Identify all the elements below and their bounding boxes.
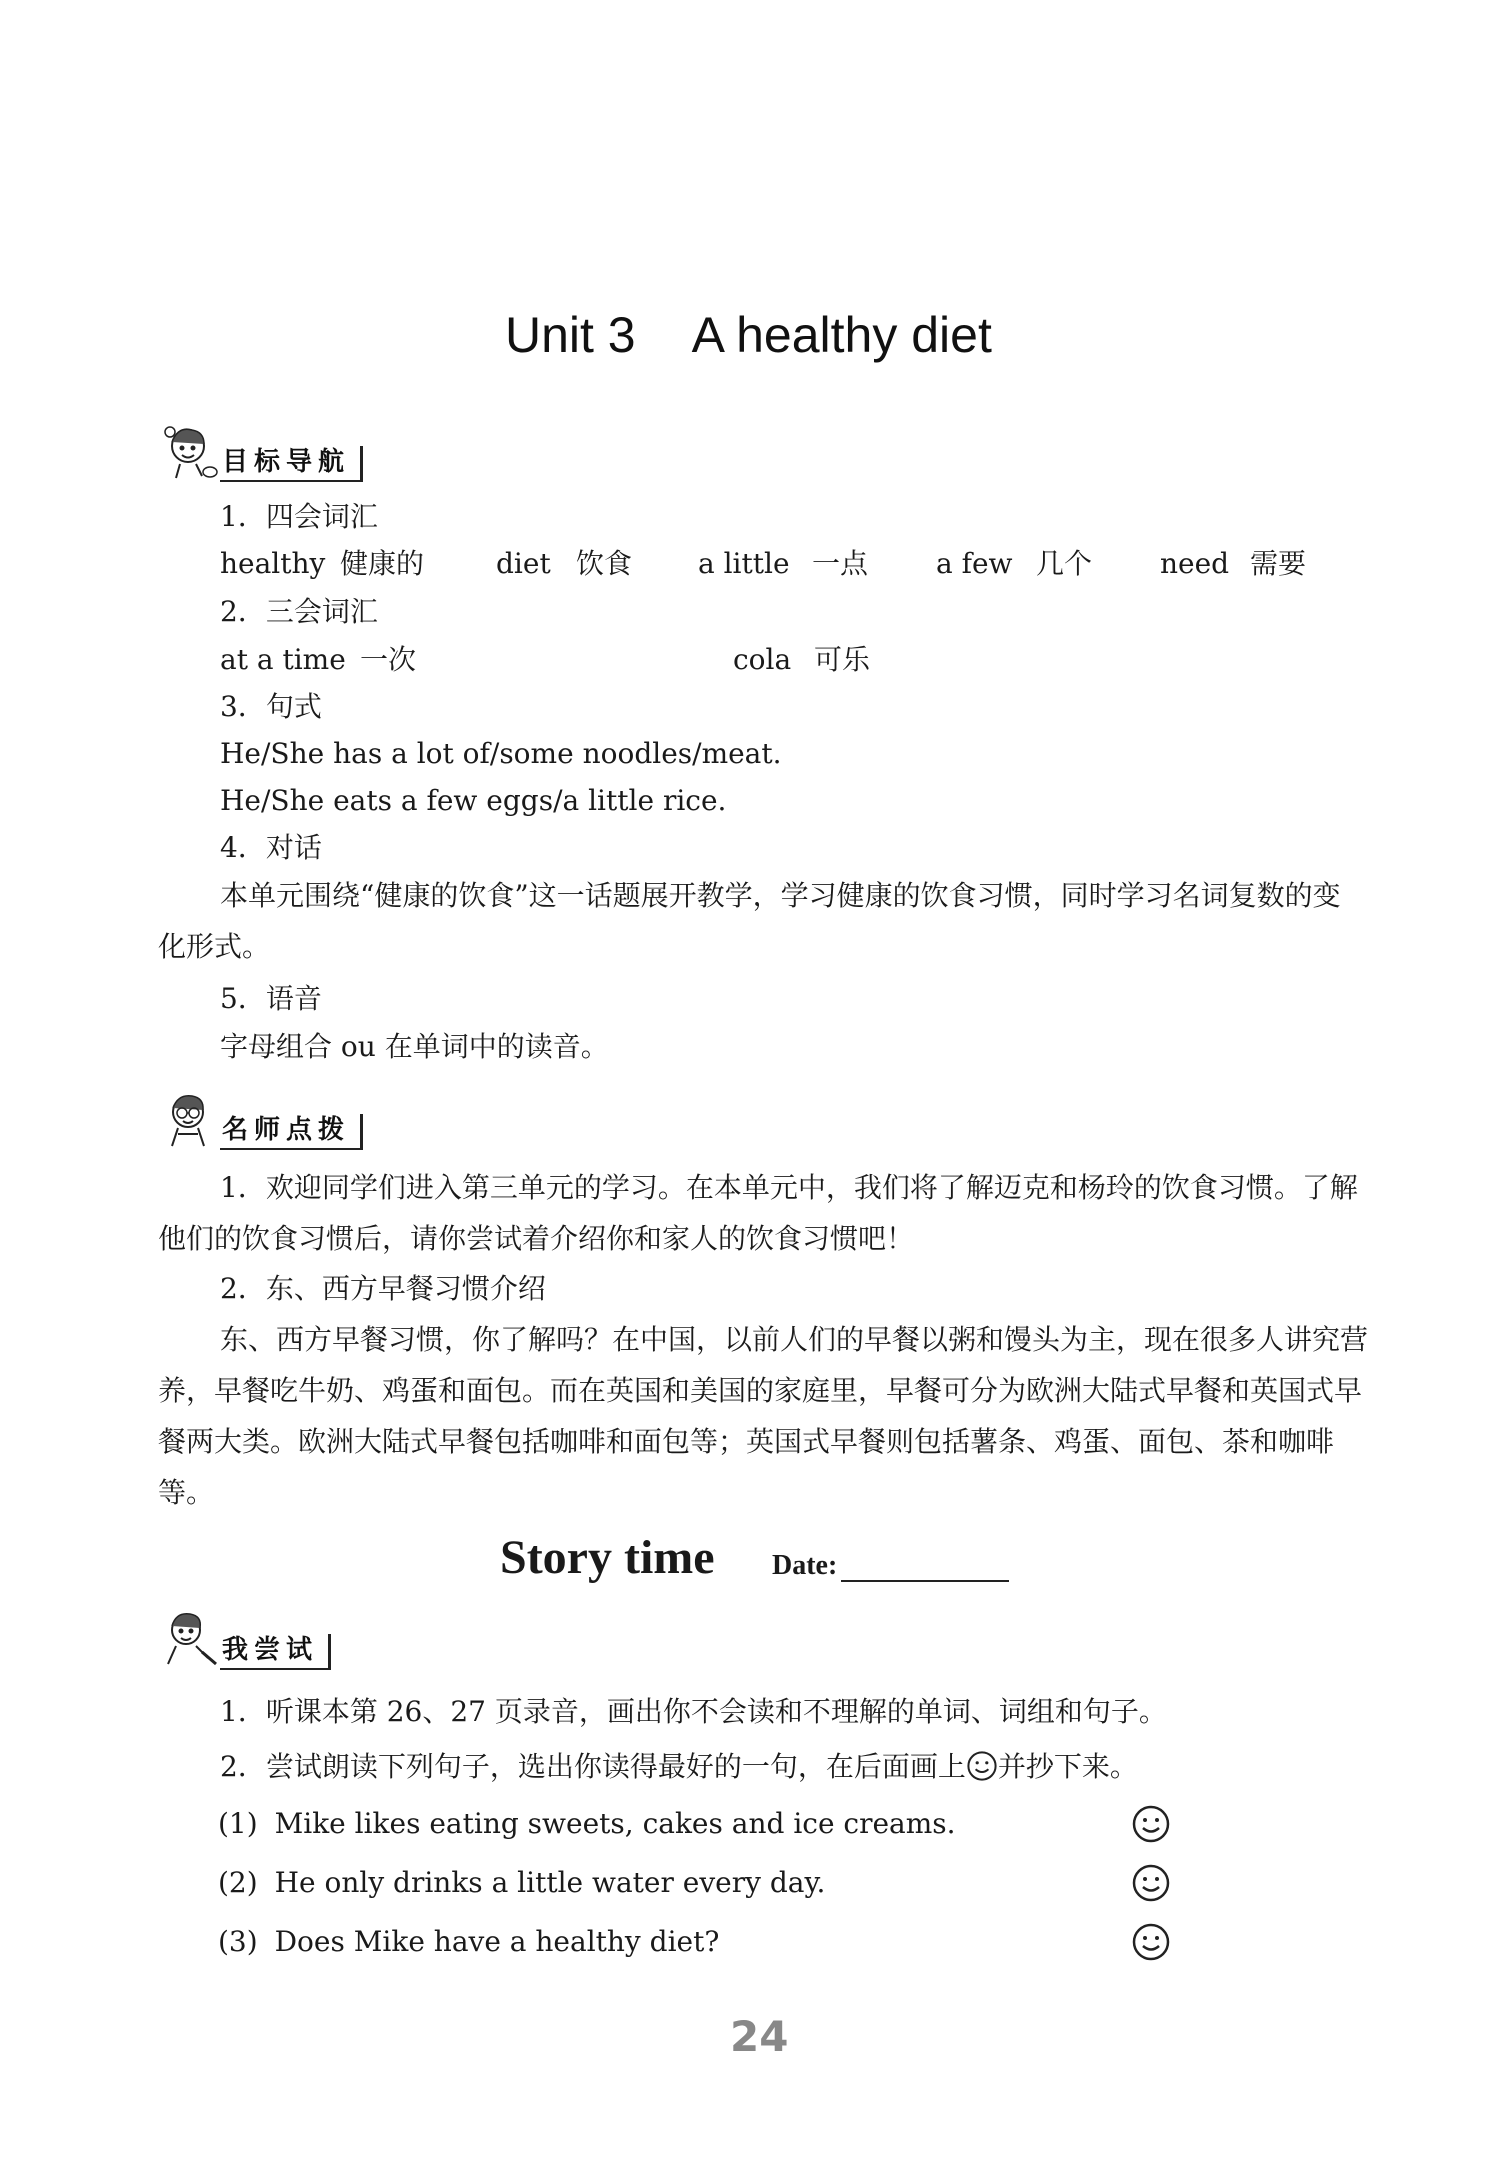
smiley-icon[interactable] xyxy=(1131,1922,1171,1962)
vocab-cn: 一次 xyxy=(360,643,417,676)
vocab-cn: 饮食 xyxy=(576,547,633,580)
vocab-cn: 一点 xyxy=(812,547,869,580)
goals-heading-1: 1．四会词汇 xyxy=(220,500,378,533)
sentence-item-1 xyxy=(218,1807,956,1841)
tips-heading-2: 2．东、西方早餐习惯介绍 xyxy=(220,1272,546,1305)
goals-heading-4: 4．对话 xyxy=(220,831,322,864)
mascot-teacher-icon xyxy=(158,1088,220,1150)
try-task-1: 1．听课本第 26、27 页录音，画出你不会读和不理解的单词、词组和句子。 xyxy=(220,1695,1167,1728)
story-time-title: Story time xyxy=(500,1531,715,1584)
mascot-girl-icon xyxy=(158,420,220,482)
vocab-en: cola xyxy=(733,643,792,676)
sentence-item-3 xyxy=(218,1925,719,1959)
tips-paragraph-1: 1．欢迎同学们进入第三单元的学习。在本单元中，我们将了解迈克和杨玲的饮食习惯。了解他们的饮食习惯后，请你尝试着介绍你和家人的饮食习惯吧！ xyxy=(158,1171,1358,1255)
date-blank-line[interactable] xyxy=(841,1556,1009,1582)
mascot-writing-icon xyxy=(158,1608,220,1670)
try-task-2-text-end: 并抄下来。 xyxy=(997,1750,1138,1783)
sentence-pattern: He/She has a lot of/some noodles/meat. xyxy=(220,737,782,770)
vocab-en: a little xyxy=(698,547,790,580)
sentence-item-2 xyxy=(218,1866,825,1900)
vocab-cn: 几个 xyxy=(1036,547,1093,580)
vocab-en: a few xyxy=(936,547,1013,580)
smiley-icon xyxy=(966,1750,998,1782)
unit-number: Unit 3 xyxy=(505,307,636,363)
vocab-cn: 健康的 xyxy=(340,547,425,580)
unit-title xyxy=(505,306,992,364)
dialogue-paragraph: 本单元围绕“健康的饮食”这一话题展开教学，学习健康的饮食习惯，同时学习名词复数的变化形式。 xyxy=(158,879,1341,963)
vocab-cn: 需要 xyxy=(1250,547,1307,580)
section-header-tips xyxy=(158,1088,363,1150)
item-text: He only drinks a little water every day. xyxy=(274,1866,826,1899)
item-text: Does Mike have a healthy diet? xyxy=(274,1925,720,1958)
section-label-try: 我尝试 xyxy=(220,1634,331,1671)
section-header-try xyxy=(158,1608,331,1670)
item-number: (3) xyxy=(218,1925,258,1958)
goals-heading-5: 5．语音 xyxy=(220,982,322,1015)
goals-heading-3: 3．句式 xyxy=(220,690,322,723)
section-label-goals: 目标导航 xyxy=(220,446,363,483)
goals-heading-2: 2．三会词汇 xyxy=(220,595,378,628)
smiley-icon[interactable] xyxy=(1131,1804,1171,1844)
vocab-en: healthy xyxy=(220,547,326,580)
vocab-en: diet xyxy=(496,547,551,580)
date-label: Date: xyxy=(772,1550,838,1581)
sentence-pattern: He/She eats a few eggs/a little rice. xyxy=(220,784,727,817)
section-header-goals xyxy=(158,420,363,482)
try-task-2-text: 2．尝试朗读下列句子，选出你读得最好的一句，在后面画上 xyxy=(220,1750,966,1783)
vocab-en: at a time xyxy=(220,643,346,676)
vocab-cn: 可乐 xyxy=(814,643,871,676)
tips-paragraph-2: 东、西方早餐习惯，你了解吗？在中国，以前人们的早餐以粥和馒头为主，现在很多人讲究营养，早餐吃牛奶、鸡蛋和面包。而在英国和美国的家庭里，早餐可分为欧洲大陆式早餐和英国式早餐两大类。欧洲大陆式早餐包括咖啡和面包等；英国式早餐则包括薯条、鸡蛋、面包、茶和咖啡等。 xyxy=(158,1323,1369,1509)
try-task-2 xyxy=(220,1750,1138,1784)
unit-name: A healthy diet xyxy=(691,307,992,363)
item-number: (2) xyxy=(218,1866,258,1899)
date-field[interactable] xyxy=(772,1550,1009,1582)
item-number: (1) xyxy=(218,1807,258,1840)
phonics-text: 字母组合 ou 在单词中的读音。 xyxy=(220,1030,609,1063)
item-text: Mike likes eating sweets, cakes and ice creams. xyxy=(274,1807,956,1840)
section-label-tips: 名师点拨 xyxy=(220,1114,363,1151)
smiley-icon[interactable] xyxy=(1131,1863,1171,1903)
page-number: 24 xyxy=(730,2012,789,2061)
vocab-en: need xyxy=(1160,547,1230,580)
